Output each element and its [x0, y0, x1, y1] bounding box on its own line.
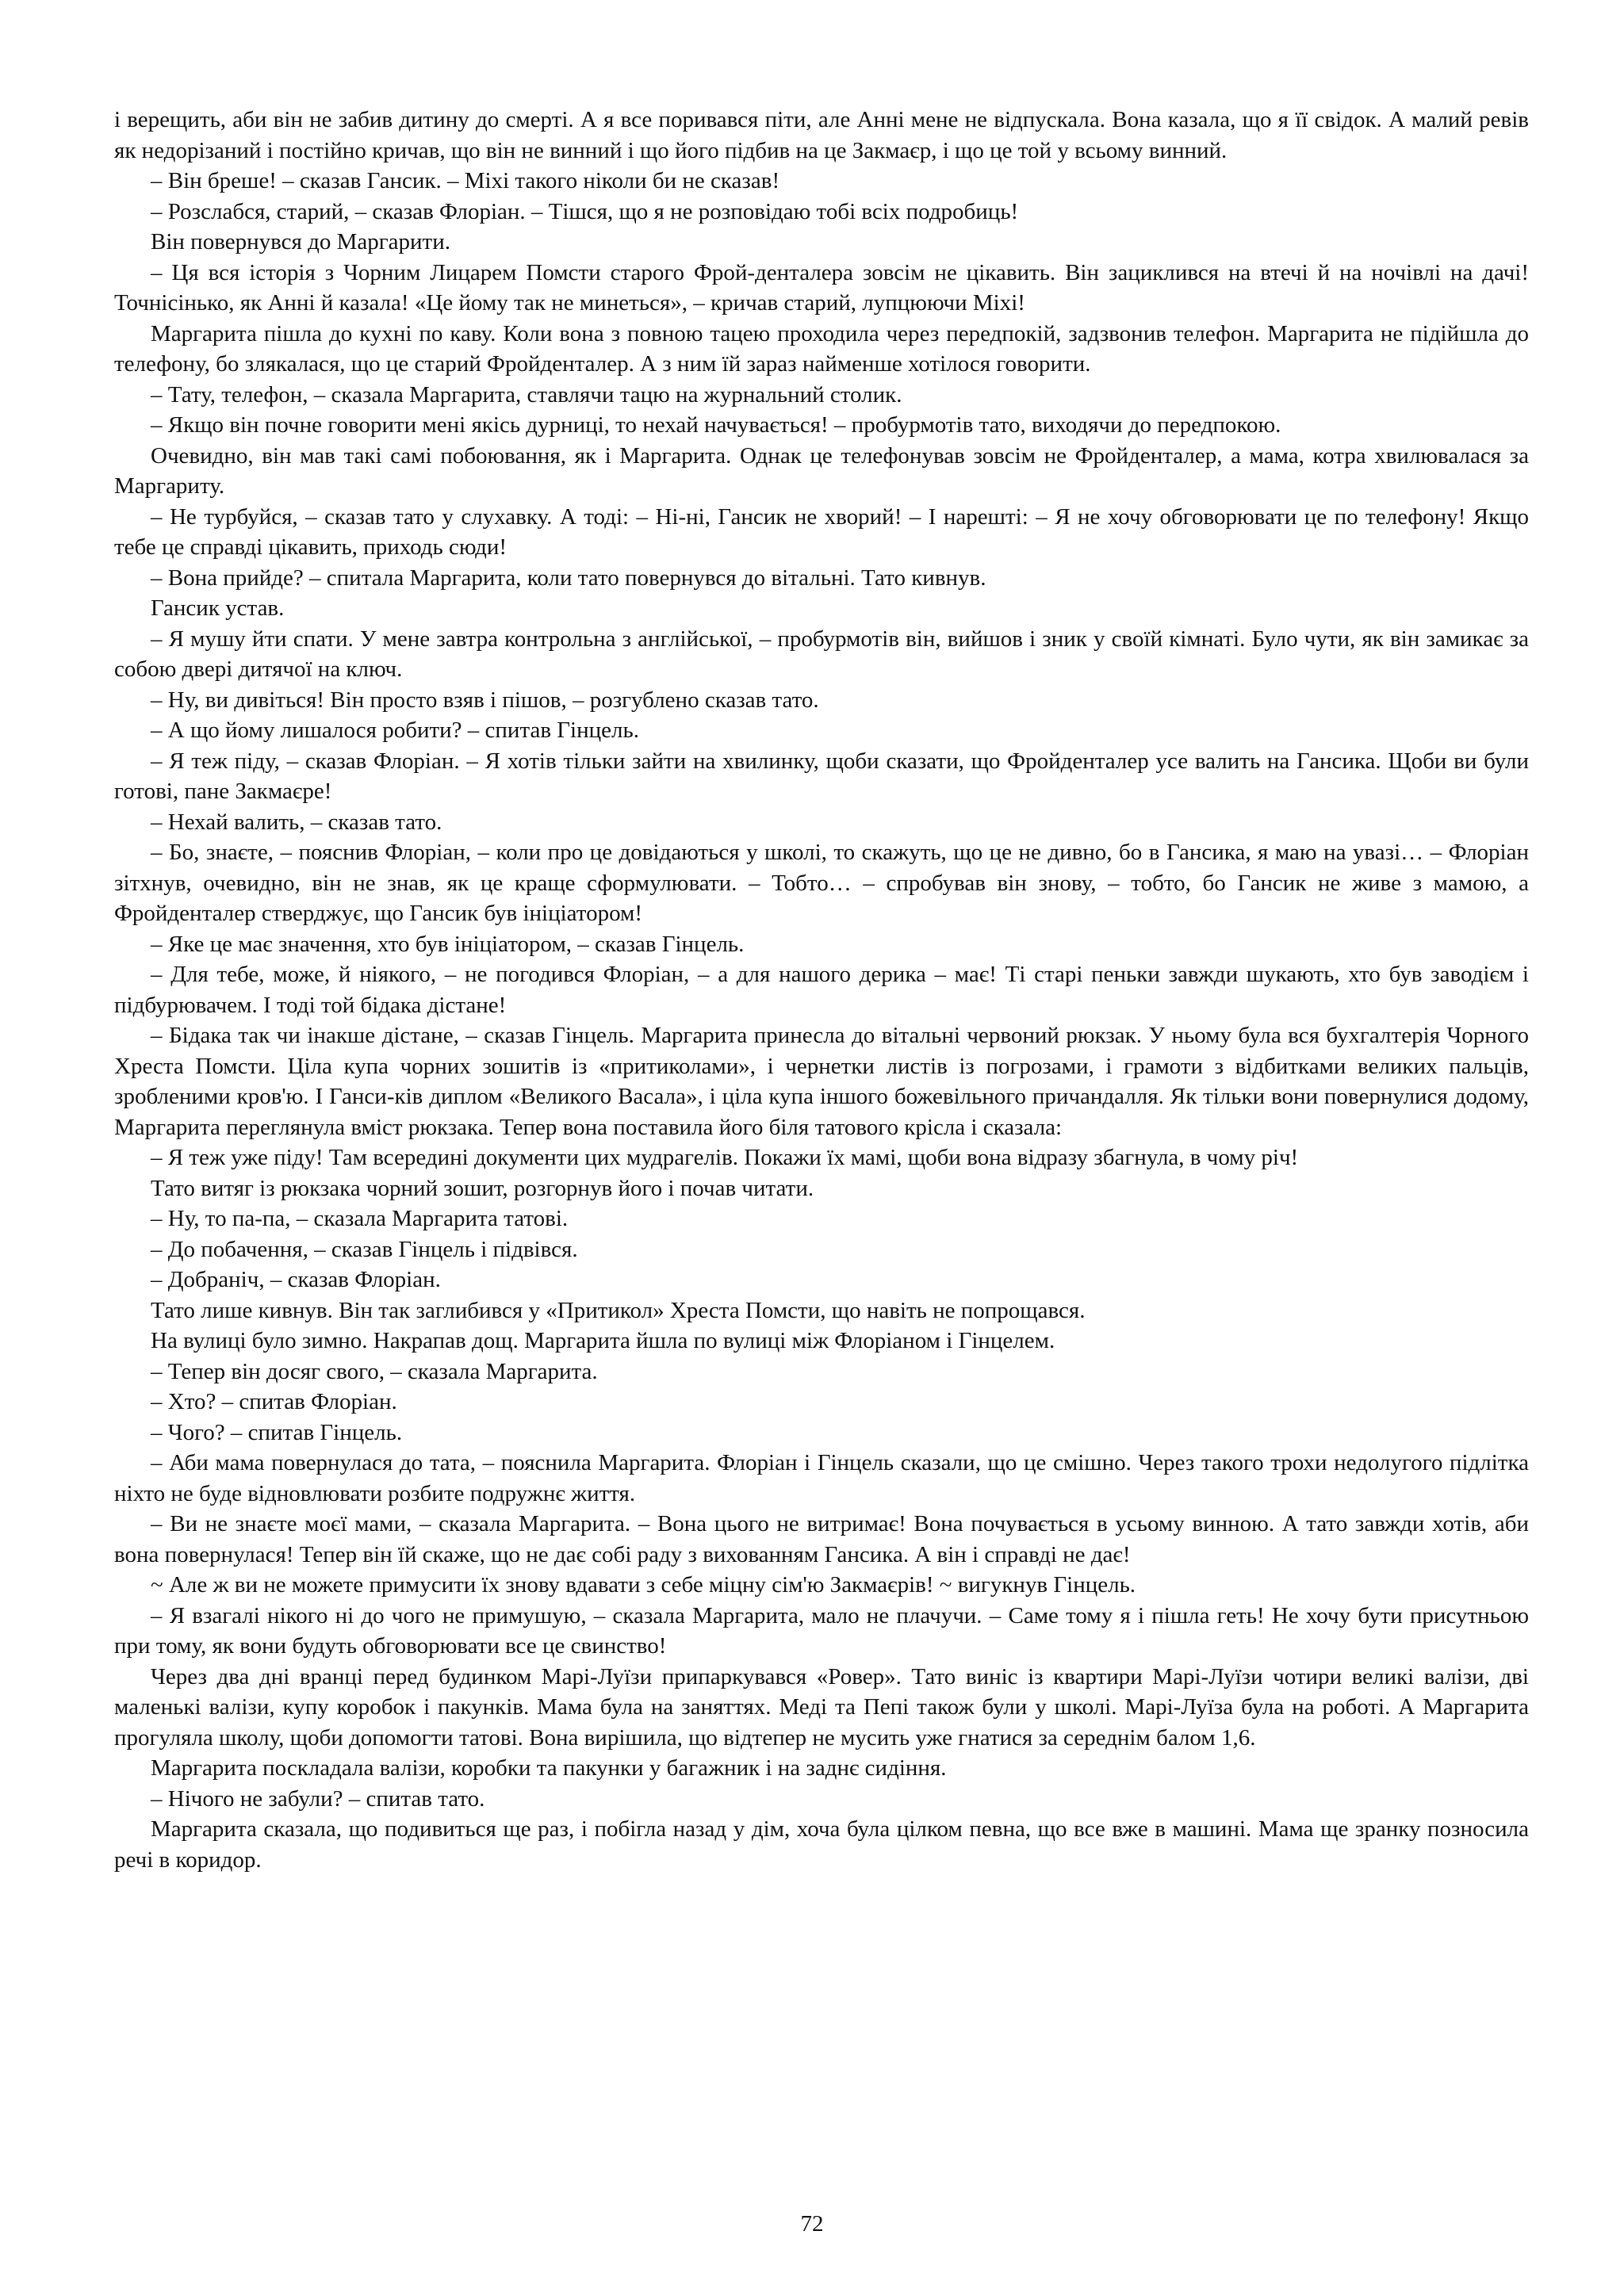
paragraph: – Нічого не забули? – спитав тато.	[151, 1785, 485, 1812]
paragraph: – Ви не знаєте моєї мами, – сказала Маргарита. – Вона цього не витримає! Вона почувається в усьому винною. А тато завжди хотів, аби вона повернулася! Тепер він їй скаже, що не дає собі раду з вихованням Гансика. А він і справді не дає!	[114, 1511, 1529, 1567]
paragraph: – Ця вся історія з Чорним Лицарем Помсти старого Фрой-денталера зовсім не цікавить. Він зациклився на втечі й на ночівлі на дачі! Точнісінько, як Анні й казала! «Це йому так не минеться», – кричав старий, лупцюючи Міхі!	[114, 259, 1529, 316]
body-text	[114, 105, 1529, 1875]
paragraph: – Я взагалі нікого ні до чого не примушую, – сказала Маргарита, мало не плачучи. – Саме тому я і пішла геть! Не хочу бути присутньою при тому, як вони будуть обговорювати все це свинство!	[114, 1602, 1529, 1659]
paragraph: Тато лише кивнув. Він так заглибився у «Притикол» Хреста Помсти, що навіть не попрощався.	[151, 1297, 1086, 1323]
paragraph: – Тату, телефон, – сказала Маргарита, ставлячи тацю на журнальний столик.	[151, 381, 902, 408]
paragraph: Маргарита пішла до кухні по каву. Коли вона з повною тацею проходила через передпокій, задзвонив телефон. Маргарита не підійшла до телефону, бо злякалася, що це старий Фройденталер. А з ним їй зараз найменше хотілося говорити.	[114, 320, 1529, 377]
paragraph: – Вона прийде? – спитала Маргарита, коли тато повернувся до вітальні. Тато кивнув.	[151, 564, 986, 591]
paragraph: – А що йому лишалося робити? – спитав Гінцель.	[151, 718, 639, 743]
paragraph: – Розслабся, старий, – сказав Флоріан. – Тішся, що я не розповідаю тобі всіх подробиць!	[151, 198, 1019, 224]
page-number: 72	[800, 2211, 824, 2237]
paragraph: – Бідака так чи інакше дістане, – сказав Гінцель. Маргарита принесла до вітальні червоний рюкзак. У ньому була вся бухгалтерія Чорного Хреста Помсти. Ціла купа чорних зошитів із «притиколами», і чернетки листів із погрозами, і грамоти з відбитками великих пальців, зробленими кров'ю. І Ганси-ків диплом «Великого Васала», і ціла купа іншого божевільного причандалля. Як тільки вони повернулися додому, Маргарита переглянула вміст рюкзака. Тепер вона поставила його біля татового крісла і сказала:	[114, 1023, 1529, 1140]
paragraph: Тато витяг із рюкзака чорний зошит, розгорнув його і почав читати.	[151, 1175, 814, 1201]
paragraph: Через два дні вранці перед будинком Марі-Луїзи припаркувався «Ровер». Тато виніс із квартири Марі-Луїзи чотири великі валізи, дві маленькі валізи, купу коробок і пакунків. Мама була на заняттях. Меді та Пепі також були у школі. Марі-Луїза була на роботі. А Маргарита прогуляла школу, щоби допомогти татові. Вона вирішила, що відтепер не мусить уже гнатися за середнім балом 1,6.	[114, 1663, 1529, 1751]
paragraph: – Для тебе, може, й ніякого, – не погодився Флоріан, – а для нашого дерика – має! Ті старі пеньки завжди шукають, хто був заводієм і підбурювачем. І тоді той бідака дістане!	[114, 962, 1529, 1018]
paragraph: Очевидно, він мав такі самі побоювання, як і Маргарита. Однак це телефонував зовсім не Фройденталер, а мама, котра хвилювалася за Маргариту.	[114, 442, 1529, 499]
paragraph: – Ну, ви дивіться! Він просто взяв і пішов, – розгублено сказав тато.	[151, 687, 819, 713]
paragraph: – Ну, то па-па, – сказала Маргарита татові.	[151, 1206, 569, 1231]
paragraph: – Хто? – спитав Флоріан.	[151, 1389, 397, 1414]
paragraph: – Не турбуйся, – сказав тато у слухавку. А тоді: – Ні-ні, Гансик не хворий! – І нарешті: – Я не хочу обговорювати це по телефону! Якщо тебе це справді цікавить, приходь сюди!	[114, 503, 1529, 560]
paragraph: – Якщо він почне говорити мені якісь дурниці, то нехай начувається! – пробурмотів тато, виходячи до передпокою.	[151, 412, 1281, 438]
paragraph: – Аби мама повернулася до тата, – пояснила Маргарита. Флоріан і Гінцель сказали, що це смішно. Через такого трохи недолугого підлітка ніхто не буде відновлювати розбите подружнє життя.	[114, 1450, 1529, 1506]
paragraph: Він повернувся до Маргарити.	[151, 229, 450, 254]
paragraph: – Бо, знаєте, – пояснив Флоріан, – коли про це довідаються у школі, то скажуть, що це не дивно, бо в Гансика, я маю на увазі… – Флоріан зітхнув, очевидно, він не знав, як це краще сформулювати. – Тобто… – спробував він знову, – тобто, бо Гансик не живе з мамою, а Фройденталер стверджує, що Гансик був ініціатором!	[114, 840, 1529, 926]
paragraph: Маргарита сказала, що подивиться ще раз, і побігла назад у дім, хоча була цілком певна, що все вже в машині. Мама ще зранку позносила речі в коридор.	[114, 1816, 1529, 1873]
paragraph: і верещить, аби він не забив дитину до смерті. А я все поривався піти, але Анні мене не відпускала. Вона казала, що я її свідок. А малий ревів як недорізаний і постійно кричав, що він не винний і що його підбив на це Закмаєр, і що це той у всьому винний.	[114, 107, 1529, 163]
paragraph: – Він бреше! – сказав Гансик. – Міхі такого ніколи би не сказав!	[151, 168, 780, 193]
paragraph: – Я мушу йти спати. У мене завтра контрольна з англійської, – пробурмотів він, вийшов і зник у своїй кімнаті. Було чути, як він замикає за собою двері дитячої на ключ.	[114, 626, 1529, 682]
paragraph: ~ Але ж ви не можете примусити їх знову вдавати з себе міцну сім'ю Закмаєрів! ~ вигукнув Гінцель.	[151, 1572, 1136, 1598]
paragraph: – До побачення, – сказав Гінцель і підвівся.	[151, 1236, 578, 1262]
paragraph: Гансик устав.	[151, 595, 285, 621]
paragraph: – Тепер він досяг свого, – сказала Маргарита.	[151, 1358, 598, 1384]
paragraph: – Чого? – спитав Гінцель.	[151, 1419, 403, 1445]
paragraph: – Нехай валить, – сказав тато.	[151, 809, 442, 835]
paragraph: – Я теж піду, – сказав Флоріан. – Я хотів тільки зайти на хвилинку, щоби сказати, що Фройденталер усе валить на Гансика. Щоби ви були готові, пане Закмаєре!	[114, 748, 1529, 804]
paragraph: – Добраніч, – сказав Флоріан.	[151, 1267, 441, 1292]
paragraph: На вулиці було зимно. Накрапав дощ. Маргарита йшла по вулиці між Флоріаном і Гінцелем.	[151, 1328, 1055, 1353]
paragraph: Маргарита поскладала валізи, коробки та пакунки у багажник і на заднє сидіння.	[151, 1755, 947, 1781]
paragraph: – Яке це має значення, хто був ініціатором, – сказав Гінцель.	[151, 931, 745, 957]
paragraph: – Я теж уже піду! Там всередині документи цих мудрагелів. Покажи їх мамі, щоби вона відразу збагнула, в чому річ!	[151, 1145, 1299, 1170]
